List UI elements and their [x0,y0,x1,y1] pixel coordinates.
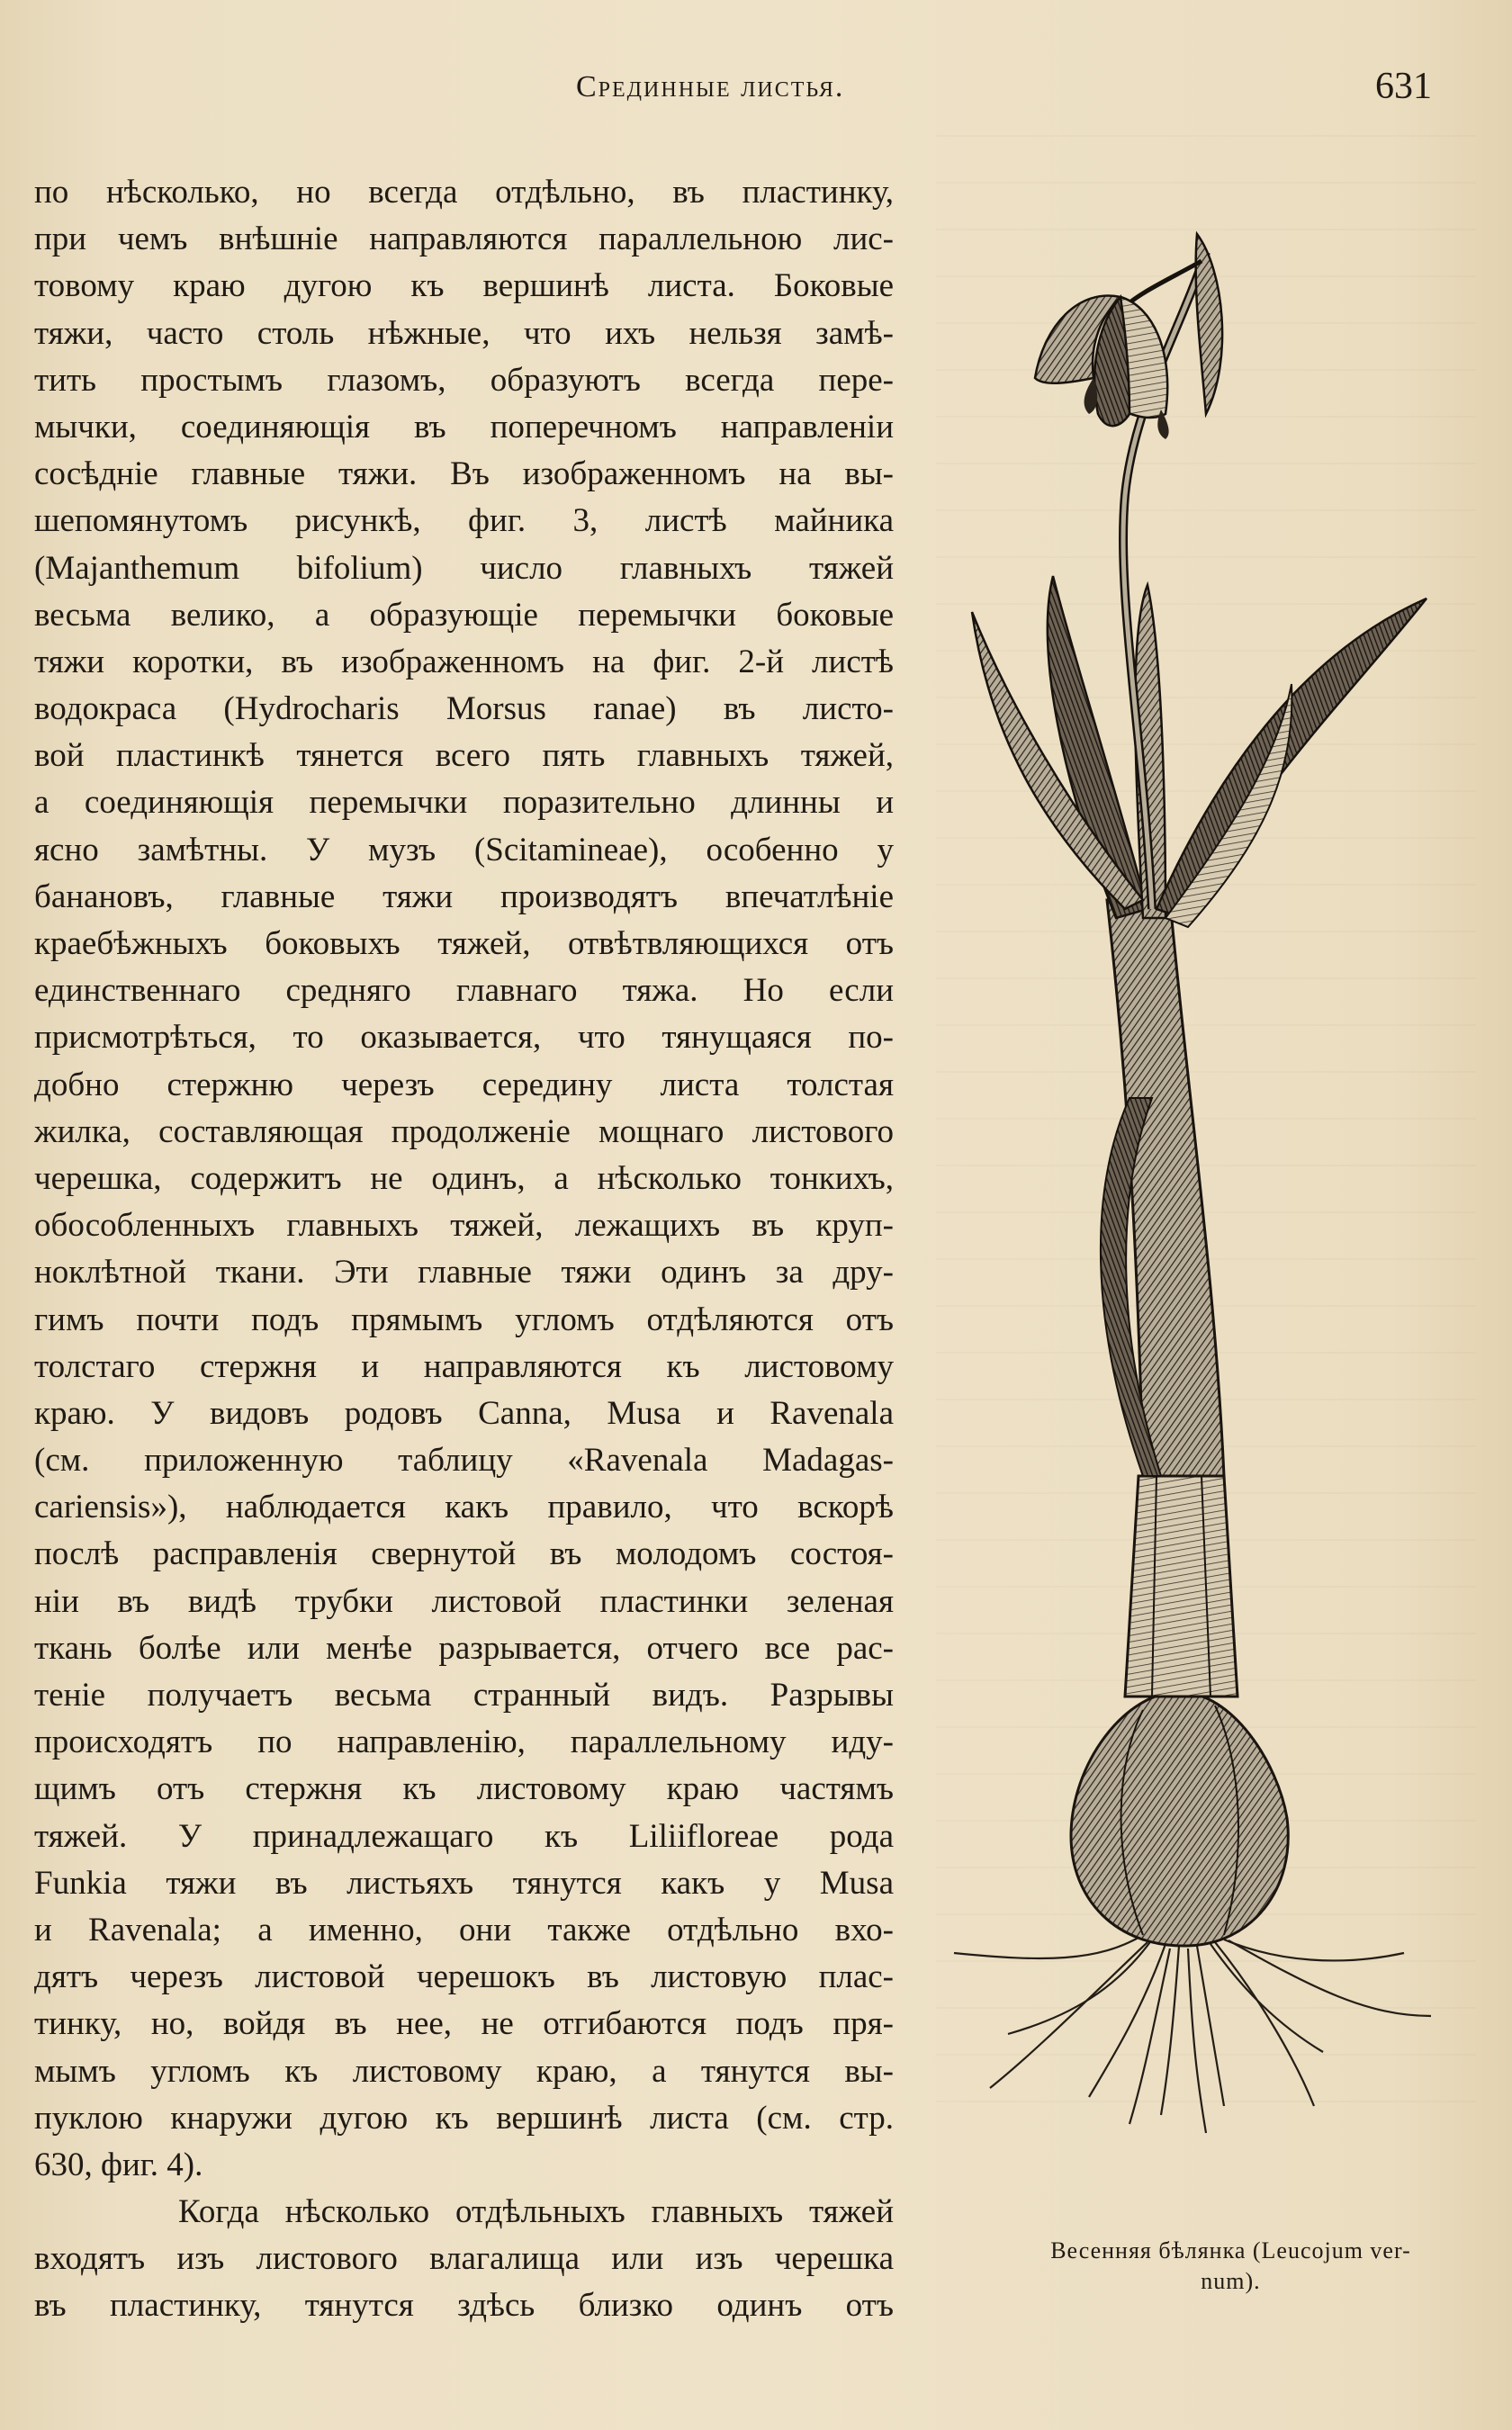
text-line: тить простымъ глазомъ, образуютъ всегда пере- [34,361,894,399]
bulb [1071,1692,1288,1946]
roots [954,1935,1431,2133]
text-line: (см. приложенную таблицу «Ravenala Madagas- [34,1442,894,1480]
text-line: гимъ почти подъ прямымъ угломъ отдѣляются отъ [34,1300,894,1338]
text-line: ніи въ видѣ трубки листовой пластинки зеленая [34,1582,894,1620]
text-line: тяжи коротки, въ изображенномъ на фиг. 2-й листѣ [34,643,894,680]
text-line: въ пластинку, тянутся здѣсь близко одинъ отъ [34,2287,894,2325]
text-line: послѣ расправленія свернутой въ молодомъ состоя- [34,1535,894,1573]
text-line: краебѣжныхъ боковыхъ тяжей, отвѣтвляющихся отъ [34,925,894,962]
text-line: пуклою кнаружи дугою къ вершинѣ листа (см. стр. [34,2099,894,2137]
leaf-sheath [1125,1476,1238,1696]
text-line: мымъ угломъ къ листовому краю, а тянутся вы- [34,2052,894,2090]
text-line: дятъ черезъ листовой черешокъ въ листовую плас- [34,1958,894,1996]
text-line: мычки, соединяющія въ поперечномъ направленіи [34,408,894,446]
text-line: жилка, составляющая продолженіе мощнаго листового [34,1112,894,1150]
text-line: и Ravenala; а именно, они также отдѣльно вхо- [34,1911,894,1948]
text-line: вой пластинкѣ тянется всего пять главныхъ тяжей, [34,737,894,775]
text-line: а соединяющія перемычки поразительно длинны и [34,784,894,822]
text-line: (Majanthemum bifolium) число главныхъ тяжей [34,549,894,587]
caption-line: Весенняя бѣлянка (Leucojum ver- [1050,2237,1411,2264]
text-line: единственнаго средняго главнаго тяжа. Но если [34,972,894,1010]
caption-line: num). [1201,2268,1261,2294]
text-line: щимъ отъ стержня къ листовому краю частямъ [34,1770,894,1808]
flower [1035,295,1169,439]
page-number: 631 [1375,66,1432,107]
text-line: банановъ, главные тяжи производятъ впечатлѣніе [34,878,894,915]
text-line: товому краю дугою къ вершинѣ листа. Боковые [34,267,894,305]
text-line: Когда нѣсколько отдѣльныхъ главныхъ тяжей [178,2193,894,2231]
snowflake-plant-illustration [936,198,1476,2223]
running-head: Срединные листья. [576,70,845,104]
leaf [1156,598,1426,918]
text-line: происходятъ по направленію, параллельному иду- [34,1724,894,1761]
text-line: при чемъ внѣшніе направляются параллельною лис- [34,220,894,258]
text-line: присмотрѣться, то оказывается, что тянущаяся по- [34,1019,894,1057]
text-line: тинку, но, войдя въ нее, не отгибаются подъ пря- [34,2005,894,2043]
text-line: водокраса (Hydrocharis Morsus ranae) въ листо- [34,690,894,728]
text-line: 630, фиг. 4). [34,2146,203,2183]
text-line: весьма велико, а образующіе перемычки боковые [34,596,894,634]
text-line: ткань болѣе или менѣе разрывается, отчего все рас- [34,1629,894,1667]
text-line: толстаго стержня и направляются къ листовому [34,1347,894,1385]
text-line: входятъ изъ листового влагалища или изъ черешка [34,2240,894,2278]
text-line: Funkia тяжи въ листьяхъ тянутся какъ у Musa [34,1864,894,1902]
text-line: обособленныхъ главныхъ тяжей, лежащихъ въ круп- [34,1207,894,1245]
text-line: ноклѣтной ткани. Эти главные тяжи одинъ за дру- [34,1254,894,1292]
text-line: cariensis»), наблюдается какъ правило, что вскорѣ [34,1489,894,1526]
text-line: теніе получаетъ весьма странный видъ. Разрывы [34,1677,894,1714]
text-line: ясно замѣтны. У музъ (Scitamineae), особенно у [34,831,894,868]
body-text-column [34,169,894,2330]
text-line: черешка, содержитъ не одинъ, а нѣсколько тонкихъ, [34,1159,894,1197]
text-line: шепомянутомъ рисункѣ, фиг. 3, листѣ майника [34,502,894,540]
text-line: тяжи, часто столь нѣжные, что ихъ нельзя замѣ- [34,314,894,352]
text-line: по нѣсколько, но всегда отдѣльно, въ пластинку, [34,174,894,211]
text-line: сосѣдніе главные тяжи. Въ изображенномъ на вы- [34,455,894,493]
text-line: тяжей. У принадлежащаго къ Liliifloreae рода [34,1817,894,1855]
text-line: краю. У видовъ родовъ Canna, Musa и Ravenala [34,1394,894,1432]
figure-caption [981,2236,1480,2297]
text-line: добно стержню черезъ середину листа толстая [34,1066,894,1103]
